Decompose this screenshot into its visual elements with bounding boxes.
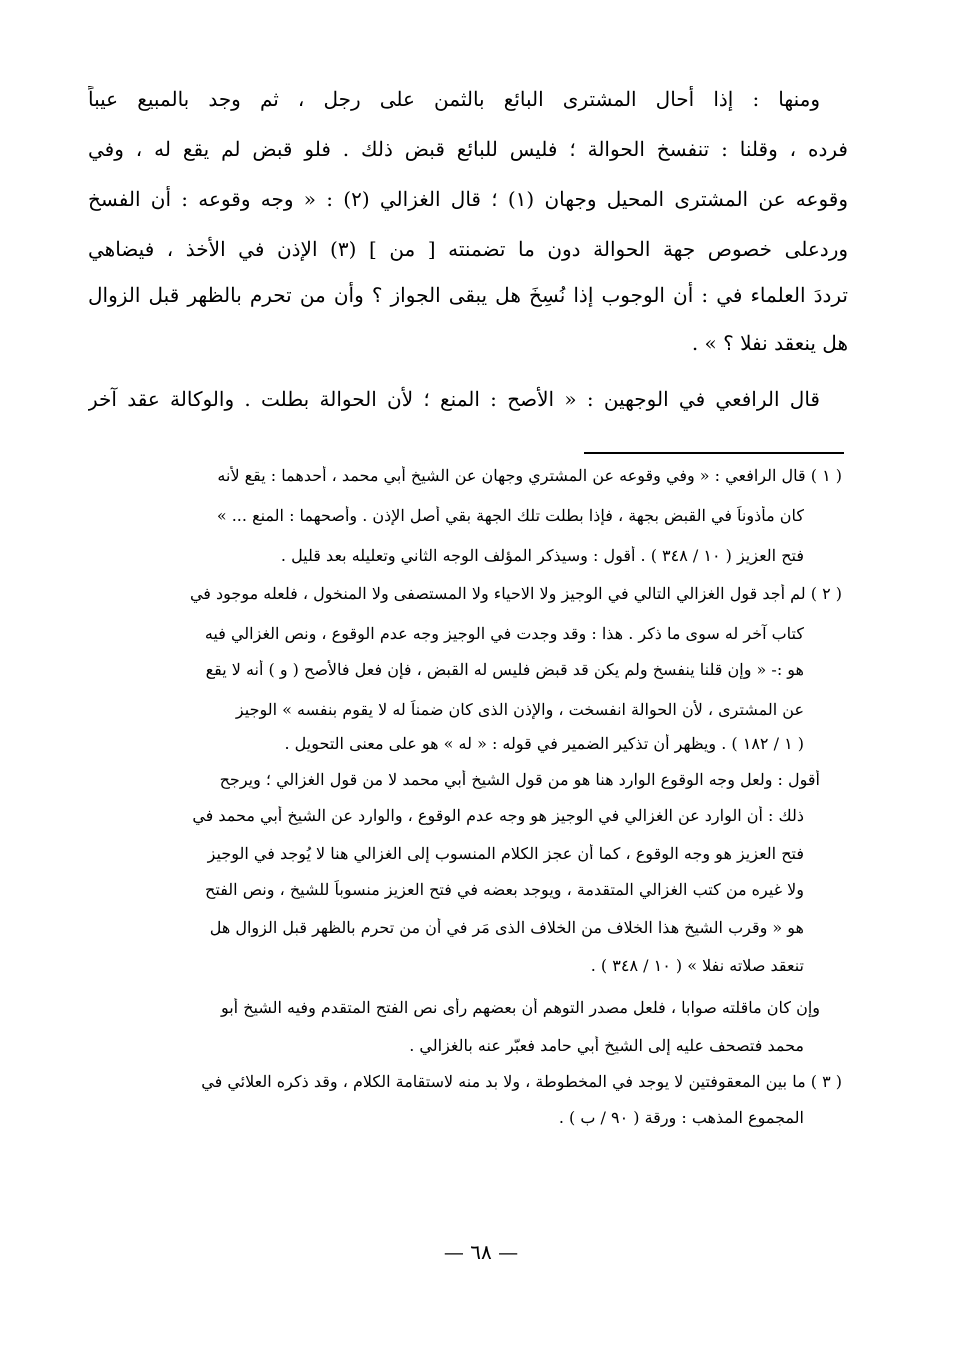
footnote-line: وإن كان ماقلته صوابا ، فلعل مصدر التوهم أن بعضهم رأى نص الفتح المتقدم وفيه الشيخ أبو bbox=[220, 998, 820, 1017]
footnote-line: عن المشترى ، لأن الحوالة انفسخت ، والإذن الذى كان ضمناً له لا يقوم بنفسه » الوجيز bbox=[235, 700, 804, 719]
footnote-line: كان مأذوناً في القبض بجهة ، فإذا بطلت تلك الجهة بقي أصل الإذن . وأصحهما : المنع ... » bbox=[216, 506, 804, 525]
footnote-line: ( ٣ ) ما بين المعقوفتين لا يوجد في المخطوطة ، ولا بد منه لاستقامة الكلام ، وقد ذكره العلائي في bbox=[201, 1072, 842, 1091]
footnote-line: هو « وقرب الشيخ هذا الخلاف من الخلاف الذى مَر في أن من تحرم بالظهر قبل الزوال هل bbox=[209, 918, 804, 937]
footnote-line: ( ٢ ) لم أجد قول الغزالي التالي في الوجيز ولا الاحياء ولا المستصفى ولا المنخول ، فلعله موجود في bbox=[189, 584, 842, 603]
footnote-line: هو :- « وإن قلنا ينفسخ ولم يكن قد قبض فليس له القبض ، فإن فعل فالأصح ( و ) أنه لا يقع bbox=[205, 660, 804, 679]
page-number: — ٦٨ — bbox=[443, 1240, 519, 1264]
main-text-line: وقوعه عن المشترى المحيل وجهان (١) ؛ قال الغزالي (٢) : « وجه وقوعه : أن الفسخ bbox=[88, 187, 848, 211]
main-text-line: فرده ، وقلنا : تنفسخ الحوالة ؛ فليس للبائع قبض ذلك . فلو قبض لم يقع له ، وفي bbox=[88, 137, 848, 161]
main-text-line: قال الرافعي في الوجهين : « الأصح : المنع ؛ لأن الحوالة بطلت . والوكالة عقد آخر bbox=[88, 387, 820, 411]
footnote-line: أقول : ولعل وجه الوقوع الوارد هنا هو من قول الشيخ أبي محمد لا من قول الغزالي ؛ ويرجح bbox=[219, 770, 820, 789]
main-text-line: وردعلى خصوص جهة الحوالة دون ما تضمنته [ من ] (٣) الإذن في الأخذ ، فيضاهي bbox=[88, 237, 848, 261]
footnote-separator bbox=[584, 452, 844, 454]
main-text-line: ترددَ العلماء في : أن الوجوب إذا نُسِخَ هل يبقى الجواز ؟ وأن من تحرم بالظهر قبل الزوال bbox=[88, 283, 848, 307]
footnote-line: تنعقد صلاته نفلا » ( ١٠ / ٣٤٨ ) . bbox=[590, 956, 804, 975]
footnote-line: ولا غيره من كتب الغزالي المتقدمة ، ويوجد بعضه في فتح العزيز منسوباً للشيخ ، ونص الفتح bbox=[205, 880, 804, 899]
footnote-line: كتاب آخر له سوى ما ذكر . هذا : وقد وجدت في الوجيز وجه عدم الوقوع ، ونص الغزالي فيه bbox=[204, 624, 804, 643]
footnote-line: المجموع المذهب : ورقة ( ٩٠ / ب ) . bbox=[558, 1108, 804, 1127]
footnote-line: ( ١ ) قال الرافعي : « وفي وقوعه عن المشتري وجهان عن الشيخ أبي محمد ، أحدهما : يقع لأنه bbox=[217, 466, 842, 485]
footnote-line: محمد فتصحف عليه إلى الشيخ أبي حامد فعبّر عنه بالغزالي . bbox=[409, 1036, 804, 1055]
footnote-line: فتح العزيز ( ١٠ / ٣٤٨ ) . أقول : وسيذكر المؤلف الوجه الثاني وتعليله بعد قليل . bbox=[280, 546, 804, 565]
main-text-line: هل ينعقد نفلا ؟ » . bbox=[691, 331, 848, 355]
footnote-line: ذلك : أن الوارد عن الغزالي في الوجيز هو وجه عدم الوقوع ، والوارد عن الشيخ أبي محمد في bbox=[192, 806, 804, 825]
footnote-line: ( ١ / ١٨٢ ) . ويظهر أن تذكير الضمير في قوله : « له » هو على معنى التحويل . bbox=[284, 734, 804, 753]
footnote-line: فتح العزيز هو وجه الوقوع ، كما أن عجز الكلام المنسوب إلى الغزالي هنا لا يُوجد في الوجيز bbox=[207, 844, 804, 863]
main-text-line: ومنها : إذا أحال المشترى البائع بالثمن على رجل ، ثم وجد بالمبيع عيباً bbox=[88, 87, 820, 111]
